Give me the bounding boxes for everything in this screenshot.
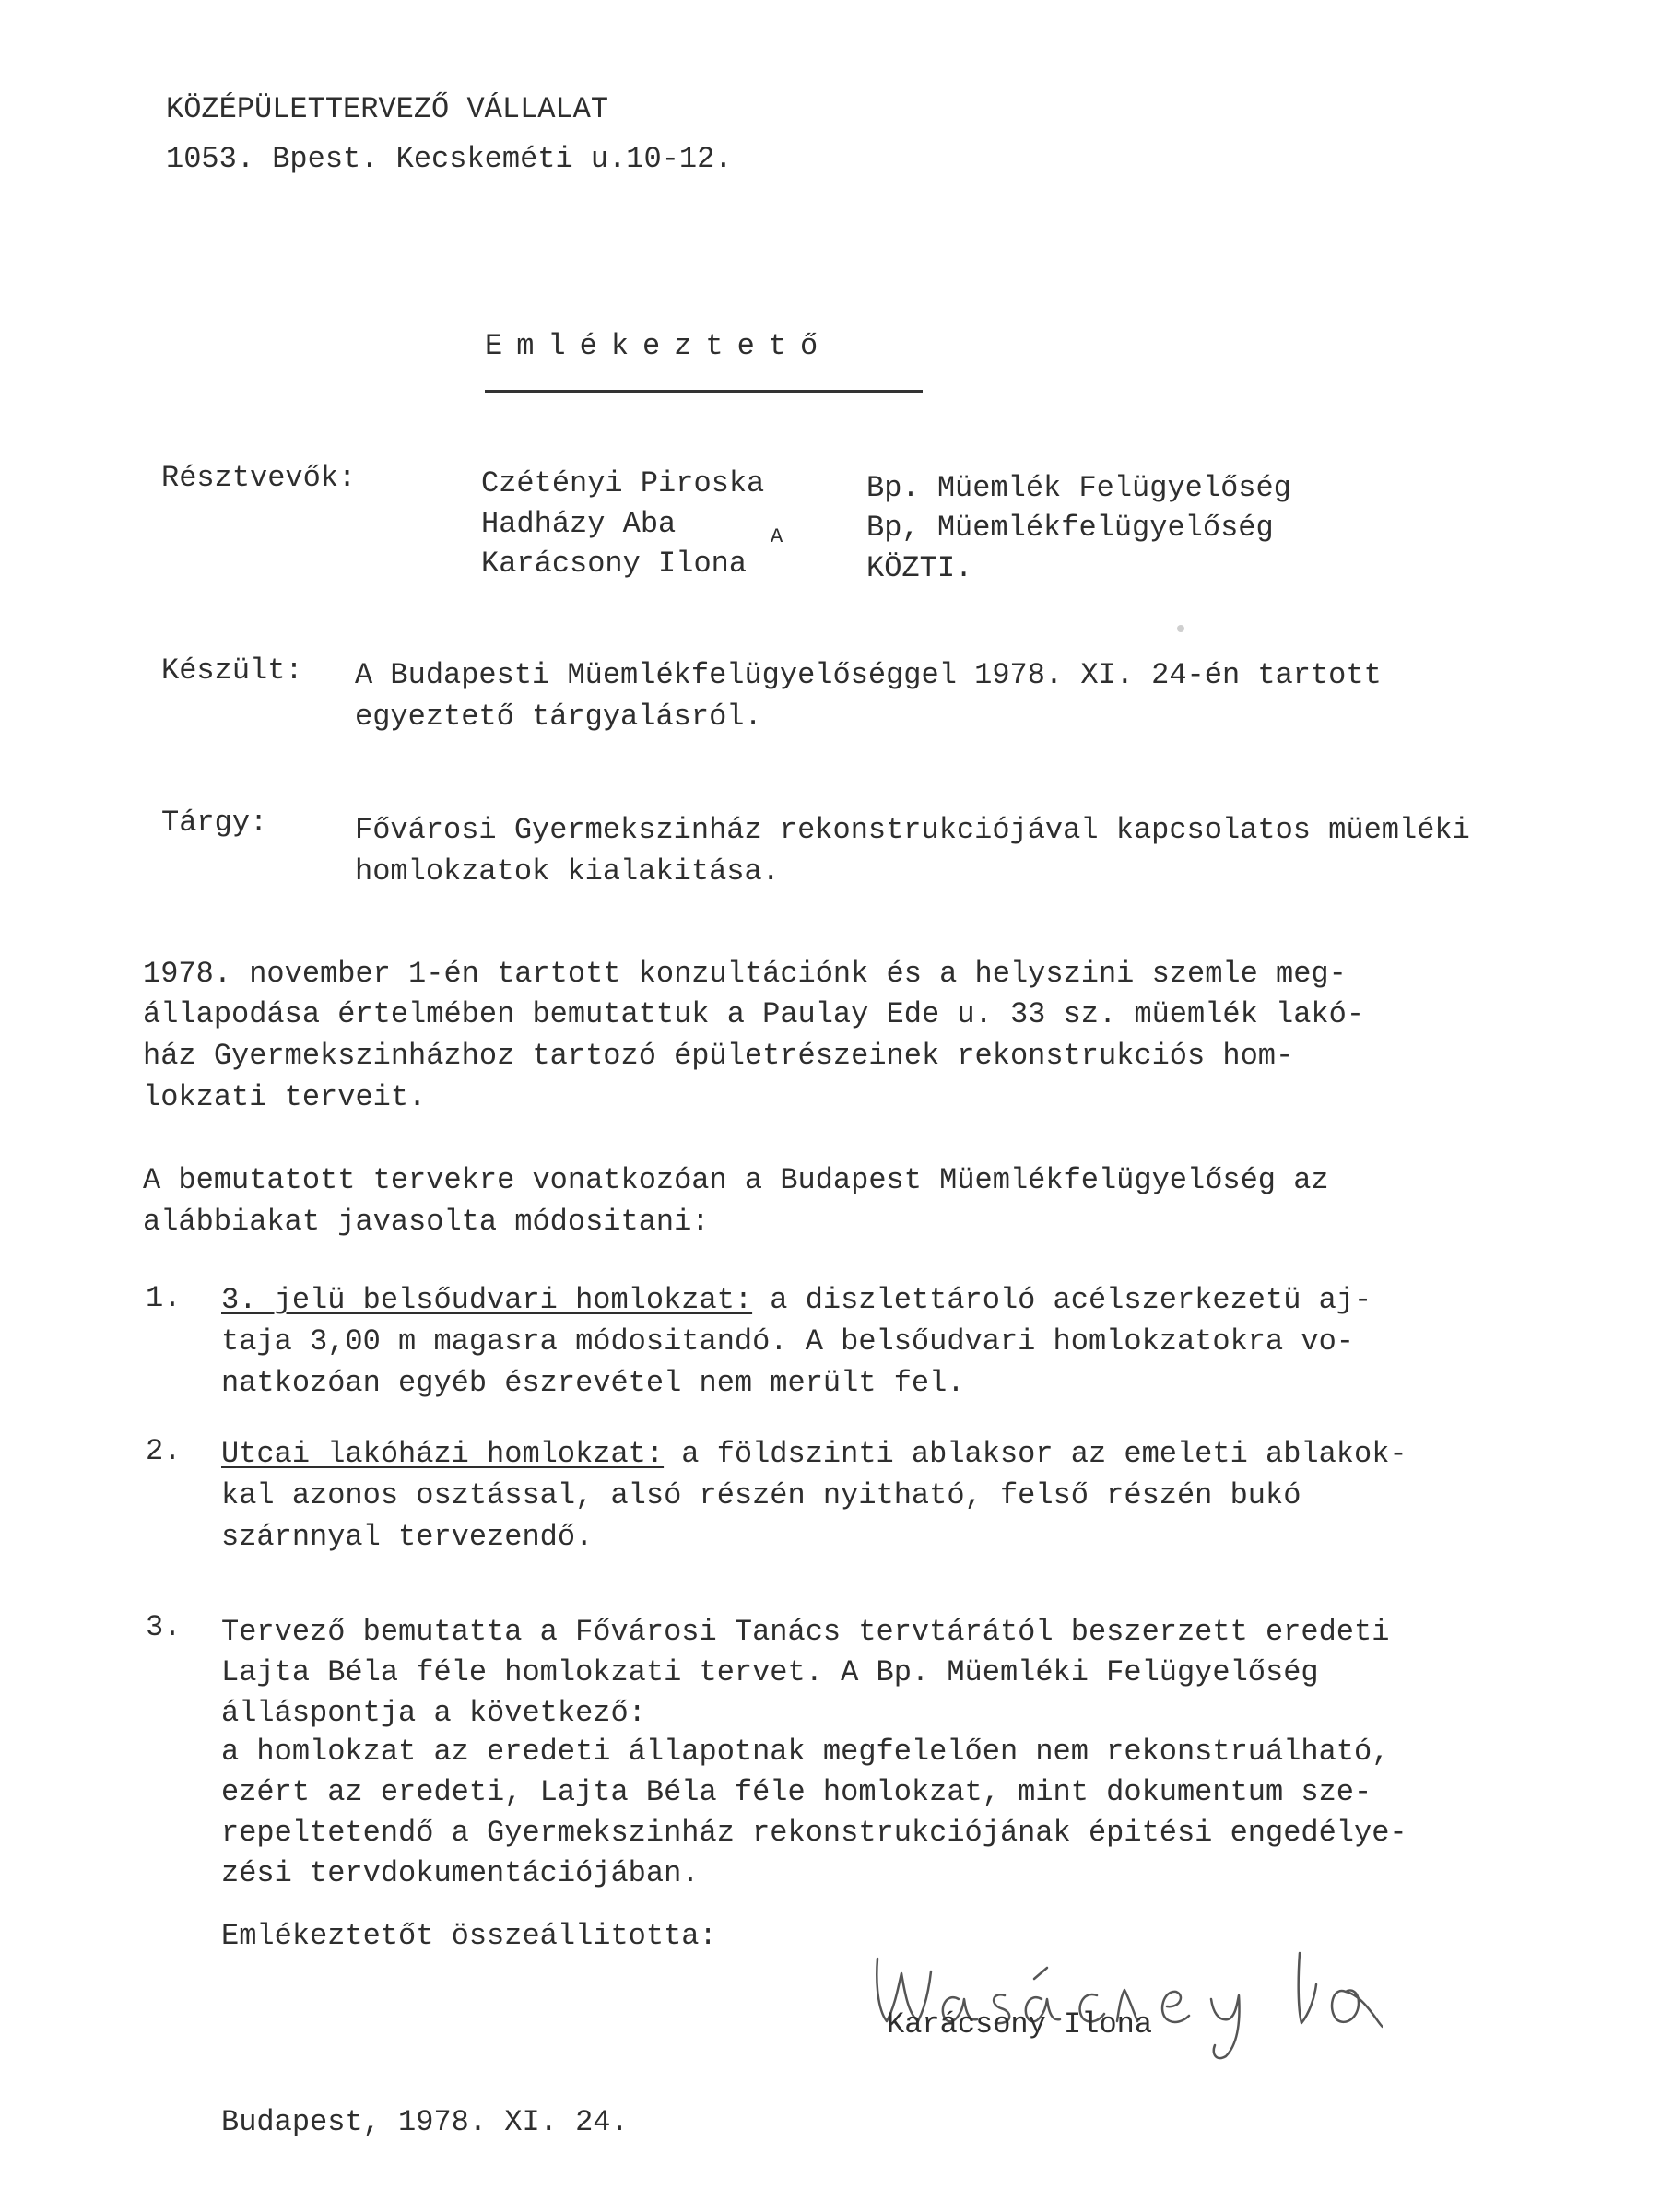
item-first-line (221, 1437, 1407, 1471)
participant-name: Hadházy Aba (481, 507, 677, 541)
item-line: repeltetendő a Gyermekszinház rekonstrukciójának épitési engedélye- (221, 1816, 1407, 1850)
compiled-by-label: Emlékeztetőt összeállitotta: (221, 1919, 717, 1953)
document-title: Emlékeztető (485, 329, 832, 363)
lead-line: alábbiakat javasolta módositani: (143, 1205, 710, 1239)
prepared-line: egyeztető tárgyalásról. (355, 700, 762, 734)
item-line: a homlokzat az eredeti állapotnak megfelelően nem rekonstruálható, (221, 1735, 1390, 1769)
title-underline (485, 390, 923, 393)
item-line: zési tervdokumentációjában. (221, 1856, 700, 1890)
item-line: szárnnyal tervezendő. (221, 1520, 594, 1554)
item-line: taja 3,00 m magasra módositandó. A belsőudvari homlokzatokra vo- (221, 1324, 1354, 1359)
participant-org: KÖZTI. (866, 551, 973, 585)
subject-label: Tárgy: (161, 806, 268, 840)
participant-org: Bp. Müemlék Felügyelőség (866, 471, 1291, 505)
item-first-line (221, 1283, 1372, 1317)
prepared-label: Készült: (161, 653, 303, 688)
item-first-line-text: a diszlettároló acélszerkezetü aj- (752, 1283, 1372, 1317)
place-date: Budapest, 1978. XI. 24. (221, 2105, 629, 2139)
lead-line: A bemutatott tervekre vonatkozóan a Budapest Müemlékfelügyelőség az (143, 1163, 1329, 1197)
organization-name: KÖZÉPÜLETTERVEZŐ VÁLLALAT (166, 92, 609, 126)
participants-label: Résztvevők: (161, 461, 357, 495)
intro-line: állapodása értelmében bemutattuk a Paulay Ede u. 33 sz. müemlék lakó- (143, 997, 1365, 1031)
item-line: ezért az eredeti, Lajta Béla féle homlokzat, mint dokumentum sze- (221, 1775, 1372, 1809)
item-number: 3. (146, 1610, 182, 1644)
item-line: kal azonos osztással, alsó részén nyitható, felső részén bukó (221, 1478, 1301, 1512)
item-line: Tervező bemutatta a Fővárosi Tanács tervtárától beszerzett eredeti (221, 1615, 1390, 1649)
item-heading: Utcai lakóházi homlokzat: (221, 1437, 665, 1471)
subject-line: Fővárosi Gyermekszinház rekonstrukciójával kapcsolatos müemléki (355, 813, 1470, 847)
item-number: 2. (146, 1434, 182, 1468)
item-number: 1. (146, 1281, 182, 1315)
intro-line: 1978. november 1-én tartott konzultációnk és a helyszini szemle meg- (143, 957, 1347, 991)
item-heading: 3. jelü belsőudvari homlokzat: (221, 1283, 753, 1317)
intro-line: lokzati terveit. (143, 1080, 427, 1114)
organization-address: 1053. Bpest. Kecskeméti u.10-12. (166, 142, 733, 176)
subject-line: homlokzatok kialakitása. (355, 854, 780, 888)
item-line: álláspontja a következő: (221, 1696, 646, 1730)
item-line: natkozóan egyéb észrevétel nem merült fel. (221, 1366, 965, 1400)
item-first-line-text: a földszinti ablaksor az emeleti ablakok- (664, 1437, 1407, 1471)
participant-org: Bp, Müemlékfelügyelőség (866, 511, 1274, 545)
stray-mark (1177, 625, 1184, 632)
participant-name: Karácsony Ilona (481, 547, 748, 581)
insertion-caret-mark: A (771, 525, 783, 548)
participant-name: Czétényi Piroska (481, 466, 765, 500)
handwritten-signature (866, 1931, 1383, 2069)
intro-line: ház Gyermekszinházhoz tartozó épületrészeinek rekonstrukciós hom- (143, 1039, 1294, 1073)
signatory-name: Karácsony Ilona (887, 2007, 1153, 2041)
item-line: Lajta Béla féle homlokzati tervet. A Bp. Müemléki Felügyelőség (221, 1655, 1319, 1689)
prepared-line: A Budapesti Müemlékfelügyelőséggel 1978. XI. 24-én tartott (355, 658, 1382, 692)
